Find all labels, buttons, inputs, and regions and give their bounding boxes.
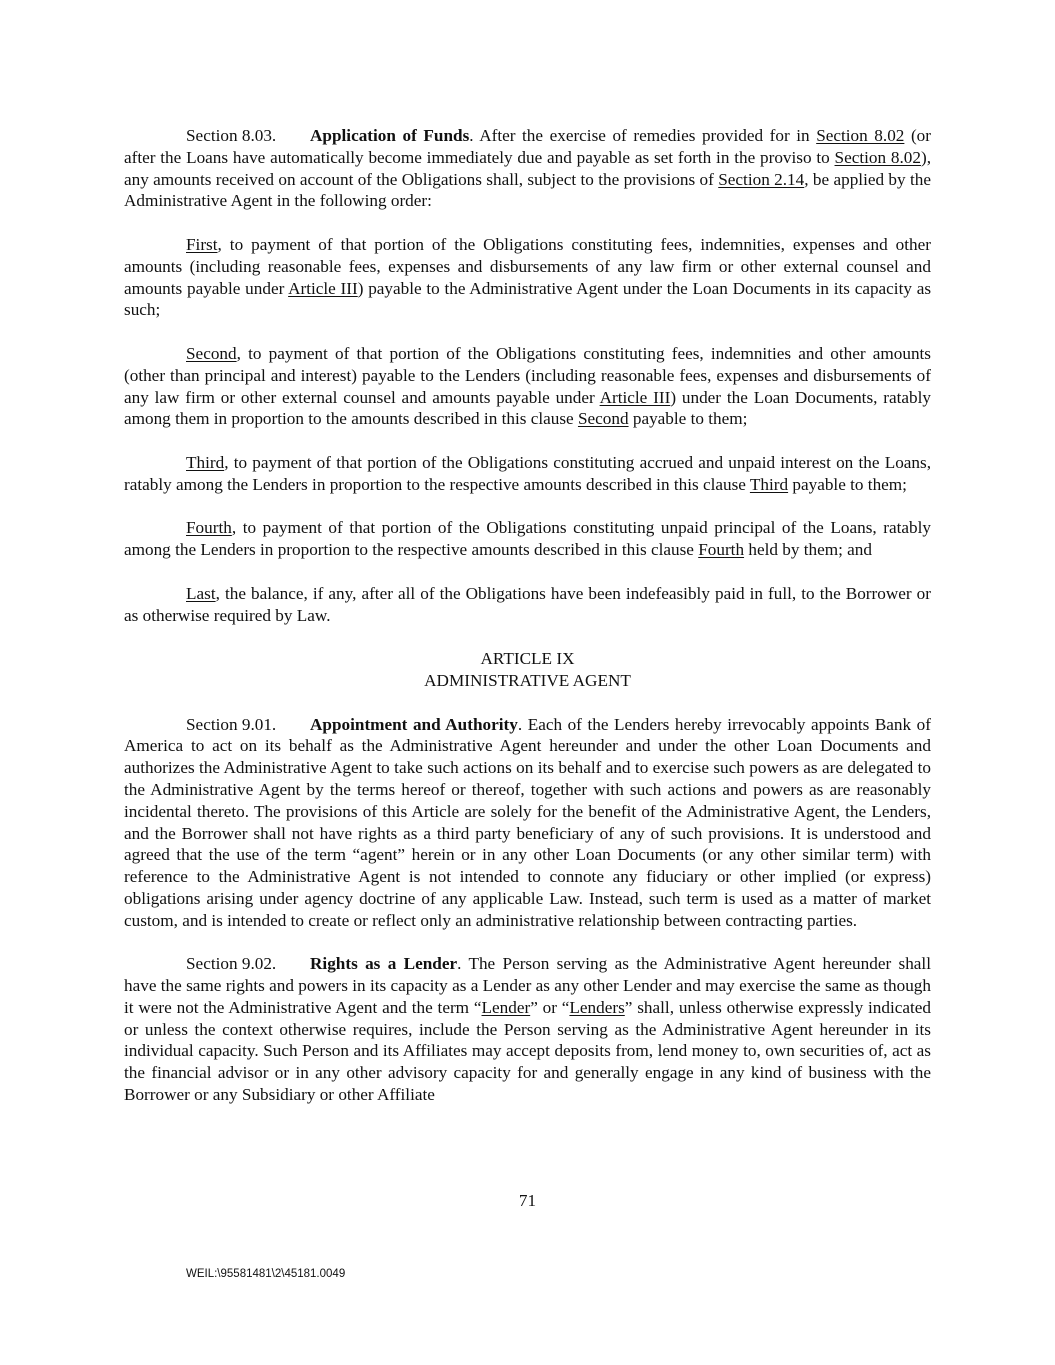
section-title: Appointment and Authority — [310, 714, 518, 734]
document-page — [124, 125, 931, 1106]
section-number: Section 8.03. — [186, 126, 277, 145]
clause-text: ) under the Loan Documents, ratably among them in proportion to the amounts described in this clause — [124, 387, 931, 429]
section-text: . After the exercise of remedies provided for in — [469, 126, 817, 145]
section-text: . Each of the Lenders hereby irrevocably appoints Bank of America to act on its behalf as the Administrative Agent hereunder and under the other Loan Documents and authorizes the Administrative Agent to take such actions on its behalf and to exercise such powers as are delegated to the Administrative Agent by the terms hereof or thereof, together with such actions and powers as are reasonably incidental thereto. The provisions of this Article are solely for the benefit of the Administrative Agent, the Lenders, and the Borrower shall not have rights as a third party beneficiary of any of such provisions. It is understood and agreed that the use of the term “agent” herein or in any other Loan Documents (or any other similar term) with reference to the Administrative Agent is not intended to connote any fiduciary or other implied (or express) obligations arising under agency doctrine of any applicable Law. Instead, such term is used as a matter of market custom, and is intended to create or reflect only an administrative relationship between contracting parties. — [124, 714, 931, 930]
document-footer-code: WEIL:\95581481\2\45181.0049 — [186, 1268, 346, 1280]
cross-reference-link[interactable]: Section 8.02 — [816, 126, 905, 145]
clause-reference: Third — [749, 474, 789, 494]
clause-second — [124, 343, 931, 430]
section-number: Section 9.01. — [186, 714, 277, 734]
page-number: 71 — [518, 1191, 537, 1210]
clause-text: held by them; and — [744, 540, 872, 560]
section-title: Rights as a Lender — [310, 954, 458, 974]
clause-third — [124, 452, 931, 496]
clause-fourth — [124, 517, 931, 561]
defined-term: Lenders — [569, 997, 625, 1017]
cross-reference-link[interactable]: Article III — [599, 387, 671, 407]
clause-text: , to payment of that portion of the Obligations constituting fees, indemnities and other amounts (other than principal and interest) payable to the Lenders (including reasonable fees, expenses and disbursements of any law firm or other external counsel and amounts payable under — [124, 343, 931, 407]
clause-text: payable to them; — [788, 474, 907, 494]
section-text: ” shall, unless otherwise expressly indicated or unless the context otherwise requires, include the Person serving as the Administrative Agent hereunder in its individual capacity. Such Person and its Affiliates may accept deposits from, lend money to, own securities of, act as the financial advisor or in any other advisory capacity for and generally engage in any kind of business with the Borrower or any Subsidiary or other Affiliate — [124, 997, 932, 1105]
article-heading — [124, 648, 931, 692]
section-text: , be applied by the Administrative Agent in the following order: — [124, 169, 931, 211]
cross-reference-link[interactable]: Section 8.02 — [834, 147, 921, 167]
section-title: Application of Funds — [310, 126, 470, 145]
clause-text: ) payable to the Administrative Agent under the Loan Documents in its capacity as such; — [124, 278, 932, 320]
section-text: ), any amounts received on account of the Obligations shall, subject to the provisions of — [124, 147, 931, 189]
clause-label: Last — [186, 583, 216, 603]
clause-label: First — [186, 234, 218, 254]
clause-first — [124, 234, 931, 321]
section-9-02 — [124, 953, 931, 1106]
clause-label: Second — [186, 343, 237, 363]
section-8-03 — [124, 125, 931, 212]
cross-reference-link[interactable]: Section 2.14 — [718, 169, 805, 189]
article-number: ARTICLE IX — [480, 649, 575, 669]
clause-text: payable to them; — [628, 409, 748, 429]
clause-reference: Fourth — [698, 540, 745, 560]
clause-text: , to payment of that portion of the Obligations constituting accrued and unpaid interest on the Loans, ratably among the Lenders in proportion to the respective amounts described in this clause — [124, 452, 931, 494]
section-number: Section 9.02. — [186, 954, 277, 974]
clause-label: Third — [186, 452, 225, 472]
section-text: ” or “ — [530, 997, 570, 1017]
clause-text: , to payment of that portion of the Obligations constituting unpaid principal of the Loans, ratably among the Lenders in proportion to the respective amounts described in this clause — [124, 518, 931, 560]
article-title: ADMINISTRATIVE AGENT — [424, 670, 631, 690]
clause-label: Fourth — [186, 518, 232, 538]
defined-term: Lender — [481, 997, 531, 1017]
clause-reference: Second — [577, 409, 629, 429]
cross-reference-link[interactable]: Article III — [288, 278, 358, 298]
section-text: (or after the Loans have automatically become immediately due and payable as set forth in the proviso to — [124, 126, 932, 167]
section-9-01 — [124, 714, 931, 932]
clause-last — [124, 583, 931, 627]
clause-text: , the balance, if any, after all of the Obligations have been indefeasibly paid in full, to the Borrower or as otherwise required by Law. — [124, 583, 931, 625]
clause-text: , to payment of that portion of the Obligations constituting fees, indemnities, expenses and other amounts (including reasonable fees, expenses and disbursements of any law firm or other external counsel and amounts payable under — [124, 234, 931, 298]
section-text: . The Person serving as the Administrative Agent hereunder shall have the same rights and powers in its capacity as a Lender as any other Lender and may exercise the same as though it were not the Administrative Agent and the term “ — [124, 954, 931, 1017]
